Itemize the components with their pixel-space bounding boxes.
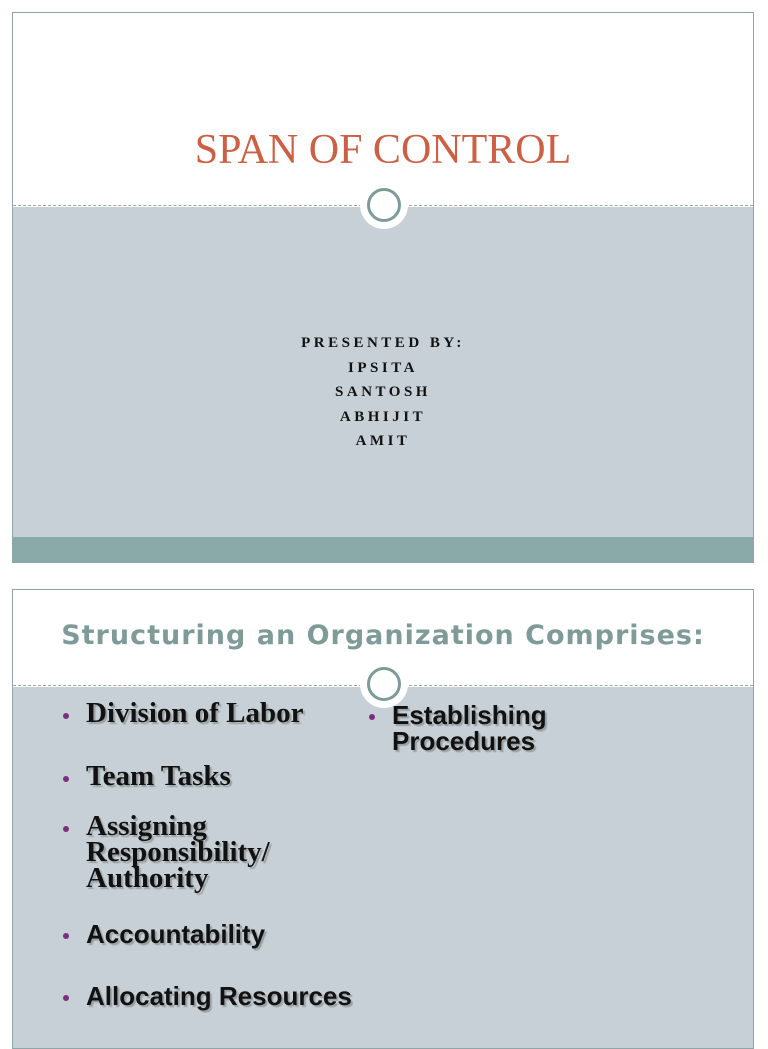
- slide-title-text: Structuring an Organization Comprises:: [61, 620, 705, 651]
- list-item: [61, 760, 361, 813]
- bullet-text: Assigning Responsibility/ Authority: [86, 810, 270, 894]
- presenter-name: ABHIJIT: [339, 408, 427, 425]
- bullet-text: Accountability: [86, 919, 266, 949]
- bullet-dot-icon: [63, 776, 69, 782]
- presenters-block: [13, 331, 753, 454]
- list-item: [61, 921, 361, 983]
- presenter-name: SANTOSH: [335, 384, 431, 400]
- list-item: [61, 697, 361, 763]
- presenter-name: IPSITA: [348, 359, 418, 376]
- circle-ornament-icon: [360, 181, 408, 229]
- bullet-text: Division of Labor: [86, 697, 304, 729]
- footer-band: [13, 537, 753, 562]
- bullet-dot-icon: [369, 714, 375, 720]
- slide-structuring: [12, 589, 754, 1049]
- list-item: [61, 983, 361, 1009]
- bullet-text: Allocating Resources: [86, 981, 352, 1011]
- slide-header-area: [13, 13, 753, 207]
- bullet-dot-icon: [63, 995, 69, 1001]
- bullet-text: Establishing Procedures: [392, 700, 547, 756]
- bullet-list-left: [61, 697, 361, 1011]
- list-item: [61, 810, 361, 921]
- bullet-dot-icon: [63, 713, 69, 719]
- presenter-name: AMIT: [355, 433, 411, 449]
- slide-title-text: SPAN OF CONTROL: [194, 127, 572, 173]
- bullet-dot-icon: [63, 826, 69, 832]
- bullet-text: Team Tasks: [86, 760, 231, 792]
- bullet-dot-icon: [63, 933, 69, 939]
- list-item: [367, 702, 592, 754]
- bullet-list-right: [367, 702, 747, 754]
- slide-title: [12, 12, 754, 563]
- presented-by-label: PRESENTED BY:: [301, 335, 465, 351]
